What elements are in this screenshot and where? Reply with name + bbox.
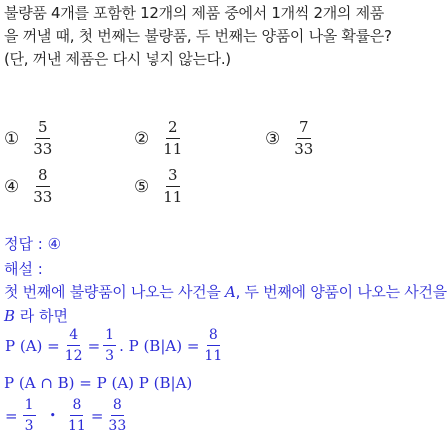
explanation-line-2 <box>4 305 68 326</box>
numerator: 8 <box>70 398 83 416</box>
denominator: 11 <box>204 348 223 364</box>
explanation-line-1 <box>4 281 447 302</box>
choice-fraction <box>292 120 315 157</box>
choice-number: ① <box>4 128 20 149</box>
fraction <box>63 328 85 363</box>
event-a: A <box>225 283 236 301</box>
explanation-text: 라 하면 <box>15 307 69 325</box>
numerator: 1 <box>23 398 36 416</box>
choice-4[interactable] <box>4 168 54 205</box>
equation-1 <box>4 328 226 363</box>
choice-number: ② <box>134 128 150 149</box>
numerator: 3 <box>166 168 180 187</box>
fraction <box>23 398 36 433</box>
numerator: 5 <box>36 120 50 139</box>
explanation-label: 해설 : <box>4 260 43 278</box>
fraction <box>66 398 88 433</box>
equation-2: P (A ∩ B) = P (A) P (B|A) <box>4 374 193 392</box>
choice-fraction <box>161 120 184 157</box>
equation-3 <box>4 398 130 433</box>
numerator: 7 <box>297 120 311 139</box>
choice-fraction <box>31 168 54 205</box>
numerator: 4 <box>67 328 80 346</box>
denominator: 33 <box>33 140 53 158</box>
choice-number: ③ <box>265 128 281 149</box>
answer-label: 정답 : ④ <box>4 235 62 253</box>
choice-number: ④ <box>4 176 20 197</box>
denominator: 3 <box>24 418 34 434</box>
problem-statement: 불량품 4개를 포함한 12개의 제품 중에서 1개씩 2개의 제품을 꺼낼 때, 첫 번째는 불량품, 두 번째는 양품이 나올 확률은? (단, 꺼낸 제품은 다시 넣지 않는다.) <box>4 4 392 68</box>
denominator: 33 <box>108 418 127 434</box>
denominator: 11 <box>68 418 86 434</box>
explanation-text: , 두 번째에 양품이 나오는 사건을 <box>235 283 447 301</box>
explanation-text: 첫 번째에 불량품이 나오는 사건을 <box>4 283 226 301</box>
choice-number: ⑤ <box>134 176 150 197</box>
denominator: 11 <box>163 140 183 158</box>
multiply-dot: • <box>49 409 56 422</box>
denominator: 33 <box>294 140 314 158</box>
fraction <box>106 398 128 433</box>
equals-sign: = <box>90 406 104 425</box>
equals-sign: = <box>5 406 18 425</box>
choice-1[interactable] <box>4 120 54 157</box>
equals-sign: = <box>87 336 101 355</box>
fraction <box>202 328 224 363</box>
denominator: 33 <box>33 188 53 206</box>
numerator: 1 <box>103 328 116 346</box>
numerator: 2 <box>166 120 180 139</box>
denominator: 11 <box>163 188 183 206</box>
numerator: 8 <box>111 398 124 416</box>
choice-fraction <box>161 168 184 205</box>
event-b: B <box>4 307 16 325</box>
choice-5[interactable] <box>134 168 184 205</box>
numerator: 8 <box>36 168 50 187</box>
fraction <box>103 328 116 363</box>
choice-3[interactable] <box>265 120 315 157</box>
prob-b-given-a-label: . P (B|A) = <box>119 336 200 355</box>
denominator: 3 <box>105 348 115 364</box>
denominator: 12 <box>64 348 83 364</box>
choice-2[interactable] <box>134 120 184 157</box>
prob-a-label: P (A) = <box>5 336 60 355</box>
numerator: 8 <box>207 328 220 346</box>
choice-fraction <box>31 120 54 157</box>
